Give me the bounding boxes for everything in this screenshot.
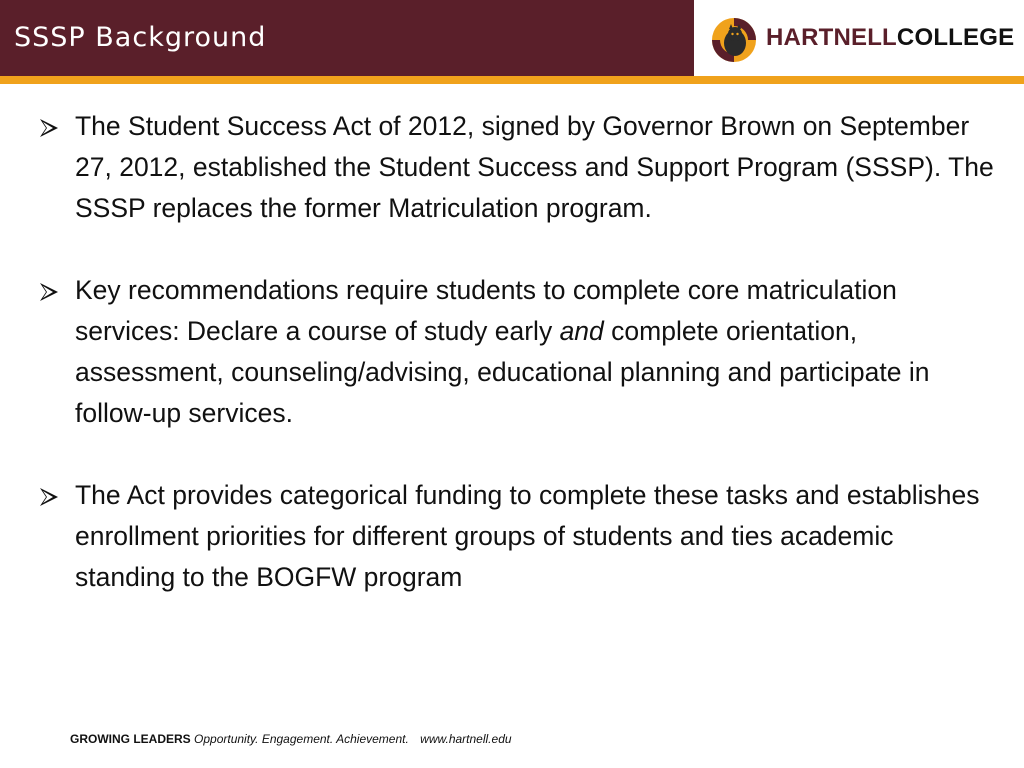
bullet-item-1 <box>38 106 998 229</box>
bullet-emphasis: and <box>559 316 604 346</box>
accent-divider <box>0 76 1024 84</box>
bullet-text: The Student Success Act of 2012, signed by Governor Brown on September 27, 2012, established the Student Success and Support Program (SSSP). The SSSP replaces the former Matriculation program. <box>75 111 994 223</box>
college-name-part2: COLLEGE <box>896 24 1015 51</box>
arrow-bullet-icon <box>38 118 60 138</box>
footer-tagline-bold: GROWING LEADERS <box>70 732 191 746</box>
college-name-part1: HARTNELL <box>766 24 897 51</box>
bullet-text: complete orientation, assessment, counseling/advising, educational planning and participate in follow-up services. <box>75 316 930 428</box>
hartnell-panther-logo-icon <box>708 14 760 66</box>
college-logo <box>694 0 1024 76</box>
bullet-text: The Act provides categorical funding to complete these tasks and establishes enrollment priorities for different groups of students and ties academic standing to the BOGFW program <box>75 480 980 592</box>
bullet-text: Key recommendations require students to complete core matriculation services: Declare a course of study early <box>75 275 897 346</box>
footer-tagline <box>70 732 512 746</box>
footer-url-link[interactable]: www.hartnell.edu <box>420 732 512 746</box>
title-bar <box>0 0 694 76</box>
bullet-list <box>38 106 998 598</box>
arrow-bullet-icon <box>38 487 60 507</box>
college-name <box>766 24 1014 52</box>
bullet-item-3 <box>38 475 998 598</box>
slide-title: SSSP Background <box>14 22 267 53</box>
footer-tagline-italic: Opportunity. Engagement. Achievement. <box>194 732 409 746</box>
arrow-bullet-icon <box>38 282 60 302</box>
bullet-item-2 <box>38 270 998 434</box>
